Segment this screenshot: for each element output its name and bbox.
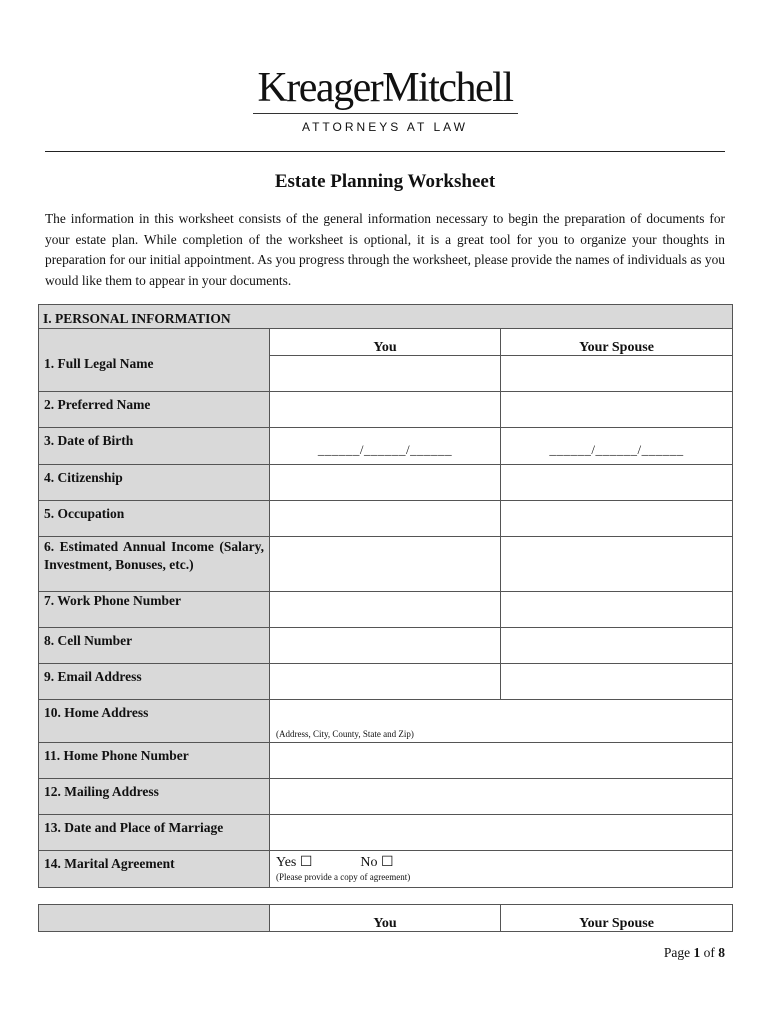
marriage-date-place-field[interactable]	[270, 815, 733, 851]
row-marital-agreement-label: 14. Marital Agreement	[39, 851, 270, 888]
home-address-field[interactable]	[270, 700, 733, 743]
full-legal-name-spouse-field[interactable]	[501, 356, 733, 392]
marital-agreement-note: (Please provide a copy of agreement)	[276, 872, 411, 882]
row-preferred-name-label: 2. Preferred Name	[39, 392, 270, 428]
cell-number-spouse-field[interactable]	[501, 628, 733, 664]
next-section-label-cell	[39, 905, 270, 932]
row-occupation-label: 5. Occupation	[39, 501, 270, 537]
date-of-birth-spouse-field[interactable]	[501, 428, 733, 465]
cell-number-you-field[interactable]	[270, 628, 501, 664]
row-citizenship-label: 4. Citizenship	[39, 465, 270, 501]
home-phone-field[interactable]	[270, 743, 733, 779]
annual-income-spouse-field[interactable]	[501, 537, 733, 592]
home-address-note: (Address, City, County, State and Zip)	[276, 729, 414, 739]
row-cell-number-label: 8. Cell Number	[39, 628, 270, 664]
preferred-name-spouse-field[interactable]	[501, 392, 733, 428]
citizenship-you-field[interactable]	[270, 465, 501, 501]
row-home-phone-label: 11. Home Phone Number	[39, 743, 270, 779]
marital-agreement-field	[270, 851, 733, 888]
annual-income-you-field[interactable]	[270, 537, 501, 592]
citizenship-spouse-field[interactable]	[501, 465, 733, 501]
intro-paragraph: The information in this worksheet consists of the general information necessary to begin the preparation of documents for your estate plan. While completion of the worksheet is optional, it is a great tool for you to organize your thoughts in preparation for our initial appointment. As you progress through the worksheet, please provide the names of individuals as you would like them to appear in your documents.	[45, 211, 725, 288]
page-number	[650, 945, 725, 961]
row-annual-income-label: 6. Estimated Annual Income (Salary, Investment, Bonuses, etc.)	[39, 537, 270, 592]
preferred-name-you-field[interactable]	[270, 392, 501, 428]
of-word: of	[703, 945, 715, 960]
total-pages: 8	[718, 945, 725, 960]
row-date-of-birth-label: 3. Date of Birth	[39, 428, 270, 465]
col-you-header: You	[270, 329, 501, 356]
logo-divider	[253, 113, 518, 114]
row-email-label: 9. Email Address	[39, 664, 270, 700]
col-you-header-2: You	[270, 905, 501, 932]
date-placeholder: ______/______/______	[549, 442, 684, 457]
occupation-spouse-field[interactable]	[501, 501, 733, 537]
work-phone-spouse-field[interactable]	[501, 592, 733, 628]
mailing-address-field[interactable]	[270, 779, 733, 815]
logo-name: KreagerMitchell	[257, 65, 513, 111]
label-text: 1. Full Legal Name	[44, 356, 154, 371]
full-legal-name-you-field[interactable]	[270, 356, 501, 392]
section-heading: I. PERSONAL INFORMATION	[39, 305, 733, 329]
personal-information-table	[38, 304, 733, 888]
current-page: 1	[693, 945, 701, 960]
col-spouse-header: Your Spouse	[501, 329, 733, 356]
work-phone-you-field[interactable]	[270, 592, 501, 628]
page-title: Estate Planning Worksheet	[274, 171, 496, 192]
row-mailing-address-label: 12. Mailing Address	[39, 779, 270, 815]
row-work-phone-label: 7. Work Phone Number	[39, 592, 270, 628]
row-home-address-label: 10. Home Address	[39, 700, 270, 743]
firm-logo	[0, 66, 770, 134]
email-spouse-field[interactable]	[501, 664, 733, 700]
logo-tagline: ATTORNEYS AT LAW	[301, 120, 469, 134]
date-placeholder: ______/______/______	[317, 442, 453, 457]
row-full-legal-name-label	[39, 329, 270, 392]
row-marriage-label: 13. Date and Place of Marriage	[39, 815, 270, 851]
next-section-table	[38, 904, 733, 932]
occupation-you-field[interactable]	[270, 501, 501, 537]
marital-agreement-no-checkbox[interactable]: No ☐	[360, 855, 394, 870]
header-rule	[45, 151, 725, 152]
page-word: Page	[663, 945, 691, 960]
marital-agreement-yes-checkbox[interactable]: Yes ☐	[276, 855, 313, 870]
email-you-field[interactable]	[270, 664, 501, 700]
date-of-birth-you-field[interactable]	[270, 428, 501, 465]
col-spouse-header-2: Your Spouse	[501, 905, 733, 932]
